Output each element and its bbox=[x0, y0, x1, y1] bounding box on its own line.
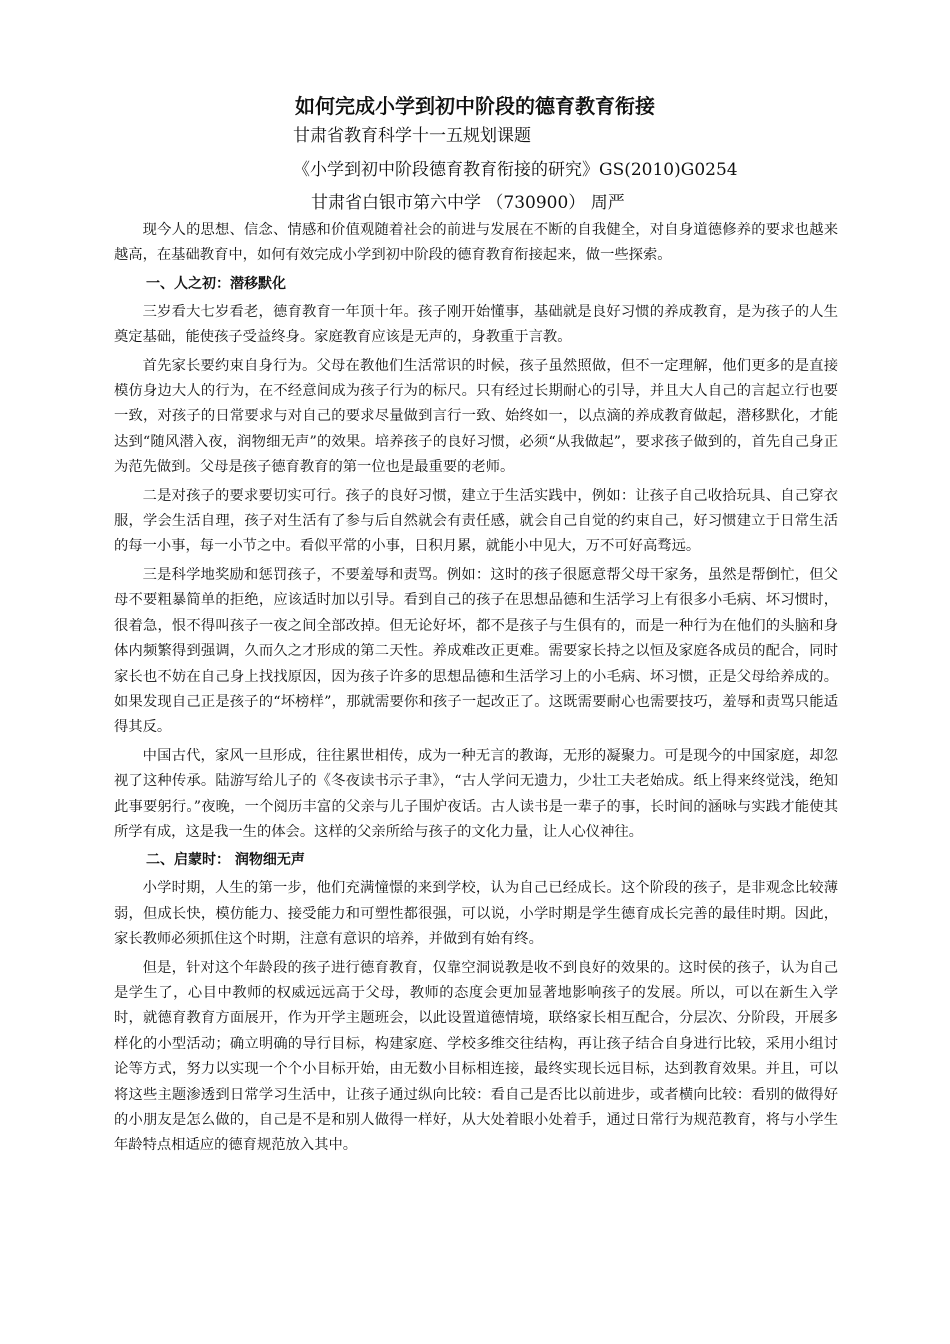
document-title: 如何完成小学到初中阶段的德育教育衔接 bbox=[295, 94, 655, 118]
paragraph: 三岁看大七岁看老，德育教育一年顶十年。孩子刚开始懂事，基础就是良好习惯的养成教育，是为孩子的人生奠定基础，能使孩子受益终身。家庭教育应该是无声的，身教重于言教。 bbox=[114, 303, 838, 346]
document-body bbox=[114, 218, 838, 1162]
paragraph: 但是，针对这个年龄段的孩子进行德育教育，仅靠空洞说教是收不到良好的效果的。这时侯的孩子，认为自己是学生了，心目中教师的权威远远高于父母，教师的态度会更加显著地影响孩子的发展。所以，可以在新生入学时，就德育教育方面展开，作为开学主题班会，以此设置道德情境，联络家长相互配合，分层次、分阶段，开展多样化的小型活动；确立明确的导行目标，构建家庭、学校多维交往结构，再让孩子结合自身进行比较，采用小组讨论等方式，努力以实现一个个小目标开始，由无数小目标相连接，最终实现长远目标，达到教育效果。并且，可以将这些主题渗透到日常学习生活中，让孩子通过纵向比较：看自己是否比以前进步，或者横向比较：看别的做得好的小朋友是怎么做的，自己是不是和别人做得一样好，从大处着眼小处着手，通过日常行为规范教育，将与小学生年龄特点相适应的德育规范放入其中。 bbox=[114, 959, 838, 1154]
paragraph: 中国古代，家风一旦形成，往往累世相传，成为一种无言的教诲，无形的凝聚力。可是现今的中国家庭，却忽视了这种传承。陆游写给儿子的《冬夜读书示子聿》，“古人学问无遗力，少壮工夫老始成。纸上得来终觉浅，绝知此事要躬行。”夜晚，一个阅历丰富的父亲与儿子围炉夜话。古人读书是一辈子的事，长时间的涵咏与实践才能使其所学有成，这是我一生的体会。这样的父亲所给与孩子的文化力量，让人心仪神往。 bbox=[114, 747, 838, 840]
paragraph: 首先家长要约束自身行为。父母在教他们生活常识的时候，孩子虽然照做，但不一定理解，他们更多的是直接模仿身边大人的行为，在不经意间成为孩子行为的标尺。只有经过长期耐心的引导，并且大人自己的言起立行也要一致，对孩子的日常要求与对自己的要求尽量做到言行一致、始终如一，以点滴的养成教育做起，潜移默化，才能达到“随风潜入夜，润物细无声”的效果。培养孩子的良好习惯，必须“从我做起”，要求孩子做到的，首先自己身正为范先做到。父母是孩子德育教育的第一位也是最重要的老师。 bbox=[114, 357, 838, 476]
document-author-line: 甘肃省白银市第六中学 （730900） 周严 bbox=[311, 193, 625, 213]
paragraph: 小学时期，人生的第一步，他们充满憧憬的来到学校，认为自己已经成长。这个阶段的孩子，是非观念比较薄弱，但成长快，模仿能力、接受能力和可塑性都很强，可以说，小学时期是学生德育成长完善的最佳时期。因此，家长教师必须抓住这个时期，注意有意识的培养，并做到有始有终。 bbox=[114, 880, 838, 948]
intro-paragraph: 现今人的思想、信念、情感和价值观随着社会的前进与发展在不断的自我健全，对自身道德修养的要求也越来越高，在基础教育中，如何有效完成小学到初中阶段的德育教育衔接起来，做一些探索。 bbox=[114, 222, 838, 264]
paragraph: 二是对孩子的要求要切实可行。孩子的良好习惯，建立于生活实践中，例如：让孩子自己收拾玩具、自己穿衣服，学会生活自理，孩子对生活有了参与后自然就会有责任感，就会自己自觉的约束自己，好习惯建立于日常生活的每一小事，每一小节之中。看似平常的小事，日积月累，就能小中见大，万不可好高骛远。 bbox=[114, 487, 838, 555]
paragraph: 三是科学地奖励和惩罚孩子，不要羞辱和责骂。例如：这时的孩子很愿意帮父母干家务，虽然是帮倒忙，但父母不要粗暴简单的拒绝，应该适时加以引导。看到自己的孩子在思想品德和生活学习上有很多小毛病、坏习惯时，很着急，恨不得叫孩子一夜之间全部改掉。但无论好坏，都不是孩子与生俱有的，而是一种行为在他们的头脑和身体内频繁得到强调，久而久之才形成的第二天性。养成难改正更难。需要家长持之以恒及家庭各成员的配合，同时家长也不妨在自己身上找找原因，因为孩子许多的思想品德和生活学习上的小毛病、坏习惯，正是父母给养成的。如果发现自己正是孩子的“坏榜样”，那就需要你和孩子一起改正了。这既需要耐心也需要技巧，羞辱和责骂只能适得其反。 bbox=[114, 566, 838, 736]
document-subtitle-study: 《小学到初中阶段德育教育衔接的研究》GS(2010)G0254 bbox=[293, 160, 738, 180]
document-subtitle-project: 甘肃省教育科学十一五规划课题 bbox=[293, 126, 531, 146]
section-heading-1: 一、人之初：潜移默化 bbox=[146, 275, 286, 292]
section-heading-2: 二、启蒙时： 润物细无声 bbox=[146, 852, 305, 869]
